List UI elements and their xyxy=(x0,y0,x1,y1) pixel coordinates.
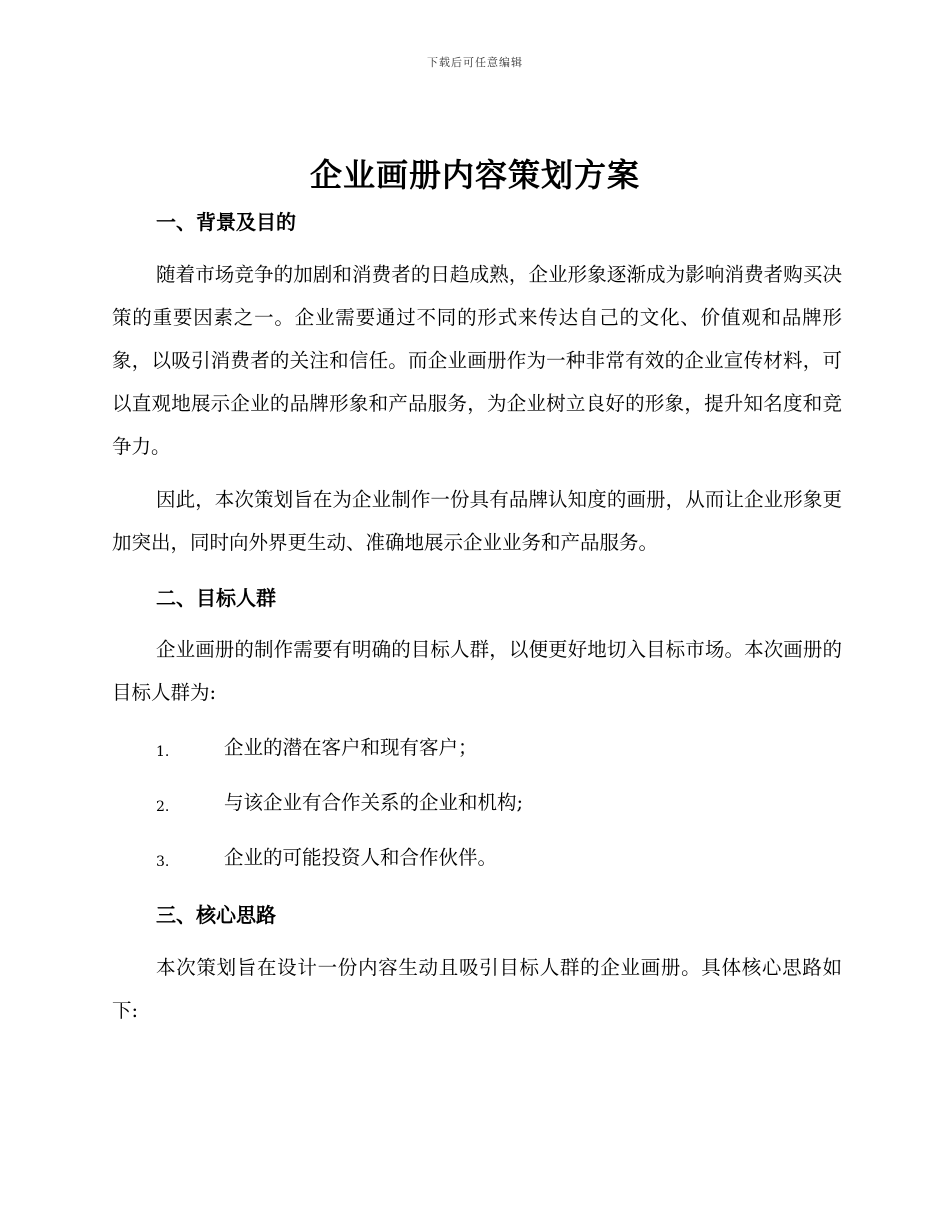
section-heading-core-idea: 三、核心思路 xyxy=(156,903,276,927)
list-number: 1. xyxy=(156,744,170,760)
document-title: 企业画册内容策划方案 xyxy=(309,156,640,194)
list-text: 企业的可能投资人和合作伙伴。 xyxy=(224,846,498,869)
page-header: 下载后可任意编辑 xyxy=(427,56,523,69)
paragraph-purpose: 因此，本次策划旨在为企业制作一份具有品牌认知度的画册，从而让企业形象更加突出，同时向外界更生动、准确地展示企业业务和产品服务。 xyxy=(112,488,842,554)
paragraph-target-audience: 企业画册的制作需要有明确的目标人群，以便更好地切入目标市场。本次画册的目标人群为: xyxy=(112,638,842,704)
list-number: 3. xyxy=(156,854,170,870)
list-number: 2. xyxy=(156,799,170,815)
list-text: 与该企业有合作关系的企业和机构; xyxy=(224,791,524,814)
paragraph-core-idea: 本次策划旨在设计一份内容生动且吸引目标人群的企业画册。具体核心思路如下: xyxy=(112,956,842,1022)
paragraph-background: 随着市场竞争的加剧和消费者的日趋成熟，企业形象逐渐成为影响消费者购买决策的重要因素之一。企业需要通过不同的形式来传达自己的文化、价值观和品牌形象，以吸引消费者的关注和信任。而企业画册作为一种非常有效的企业宣传材料，可以直观地展示企业的品牌形象和产品服务，为企业树立良好的形象，提升知名度和竞争力。 xyxy=(112,263,842,458)
list-text: 企业的潜在客户和现有客户； xyxy=(224,736,478,759)
section-heading-background: 一、背景及目的 xyxy=(156,210,296,234)
section-heading-target-audience: 二、目标人群 xyxy=(156,586,276,610)
